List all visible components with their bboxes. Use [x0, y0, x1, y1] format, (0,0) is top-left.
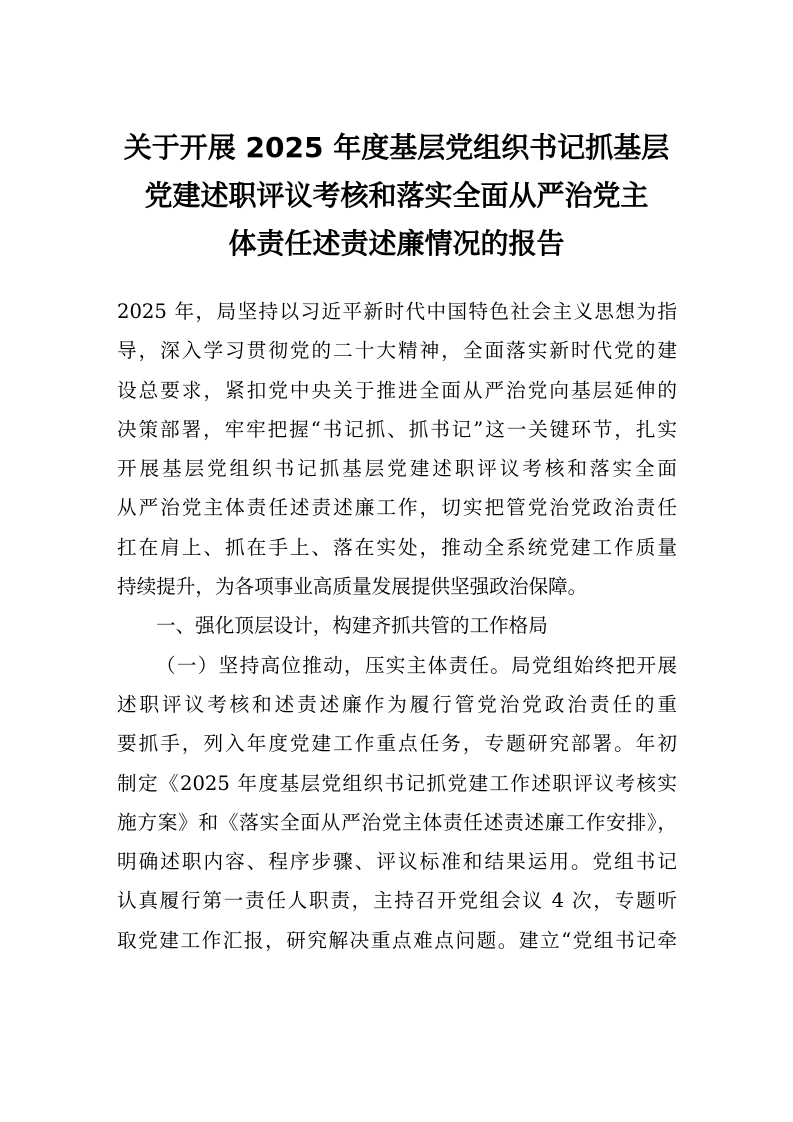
document-title [110, 124, 683, 268]
body-line: 扛在肩上、抓在手上、落在实处，推动全系统党建工作质量 [117, 535, 677, 559]
body-line: 开展基层党组织书记抓基层党建述职评议考核和落实全面 [117, 457, 677, 481]
body-line: 述职评议考核和述责述廉作为履行管党治党政治责任的重 [117, 692, 677, 716]
body-line: 决策部署，牢牢把握“书记抓、抓书记”这一关键环节，扎实 [117, 417, 677, 441]
section-heading: 一、强化顶层设计，构建齐抓共管的工作格局 [156, 614, 548, 638]
body-line: 设总要求，紧扣党中央关于推进全面从严治党向基层延伸的 [117, 378, 677, 402]
body-line: 从严治党主体责任述责述廉工作，切实把管党治党政治责任 [117, 496, 677, 520]
document-body [117, 292, 677, 960]
body-line: 要抓手，列入年度党建工作重点任务，专题研究部署。年初 [117, 732, 677, 756]
body-line: 明确述职内容、程序步骤、评议标准和结果运用。党组书记 [117, 850, 677, 874]
title-line: 党建述职评议考核和落实全面从严治党主 [144, 179, 649, 212]
body-line: 取党建工作汇报，研究解决重点难点问题。建立“党组书记牵 [117, 928, 677, 952]
body-line: 制定《2025 年度基层党组织书记抓党建工作述职评议考核实 [117, 771, 677, 795]
body-line: 持续提升，为各项事业高质量发展提供坚强政治保障。 [117, 575, 588, 599]
body-line: 导，深入学习贯彻党的二十大精神，全面落实新时代党的建 [117, 339, 677, 363]
title-line: 关于开展 2025 年度基层党组织书记抓基层 [123, 131, 670, 164]
subsection-line: （一）坚持高位推动，压实主体责任。局党组始终把开展 [156, 653, 677, 677]
body-line: 认真履行第一责任人职责，主持召开党组会议 4 次，专题听 [117, 889, 677, 913]
body-line: 2025 年，局坚持以习近平新时代中国特色社会主义思想为指 [117, 300, 677, 323]
body-line: 施方案》和《落实全面从严治党主体责任述责述廉工作安排》， [117, 810, 677, 834]
title-line: 体责任述责述廉情况的报告 [228, 227, 565, 260]
